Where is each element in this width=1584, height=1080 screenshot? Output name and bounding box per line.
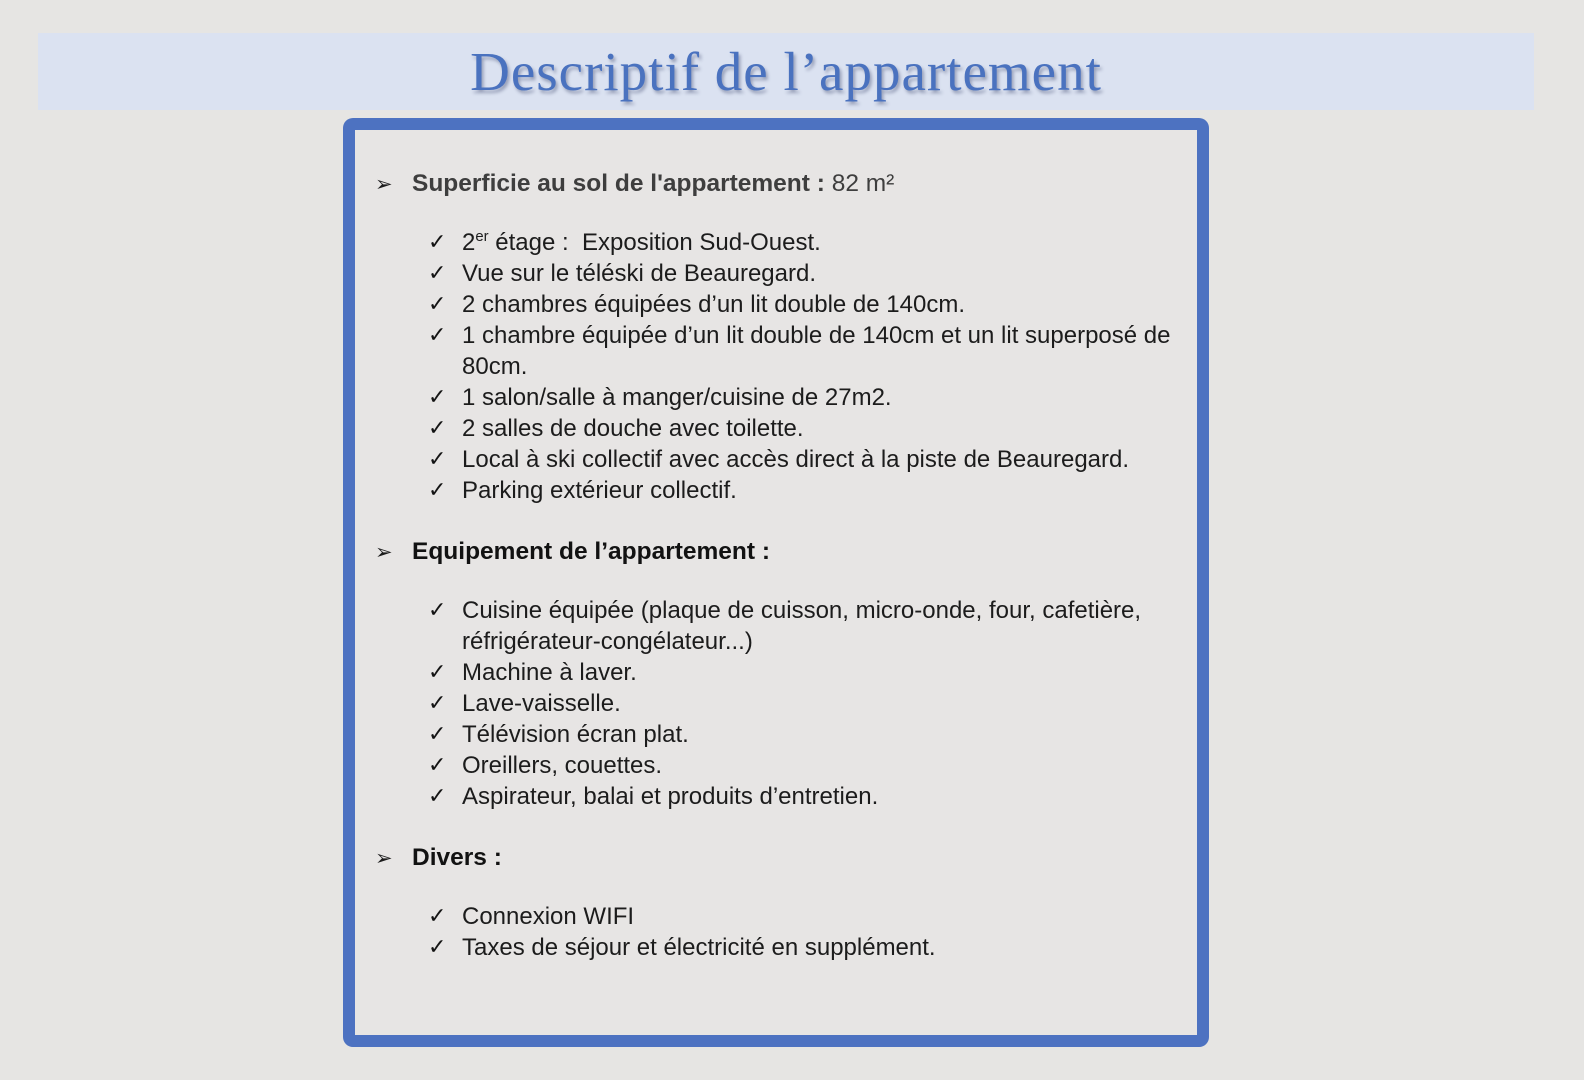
superficie-check-list [375, 227, 1177, 506]
list-item [428, 320, 1177, 382]
heading-value: 82 m² [831, 170, 895, 197]
item-text: Lave-vaisselle. [462, 690, 621, 717]
list-item [428, 595, 1177, 657]
checkmark-icon: ✓ [428, 447, 447, 472]
page-title: Descriptif de l’appartement [470, 41, 1102, 102]
item-text-base: 2 [462, 229, 476, 256]
checkmark-icon: ✓ [428, 935, 447, 960]
list-item [428, 932, 1177, 963]
checkmark-icon: ✓ [428, 722, 447, 747]
equipement-check-list [375, 595, 1177, 812]
section-heading-divers [375, 842, 1177, 874]
heading-bold-text: Superficie au sol de l'appartement : [412, 170, 832, 197]
checkmark-icon: ✓ [428, 598, 447, 623]
item-text: Machine à laver. [462, 659, 637, 686]
item-text: 1 chambre équipée d’un lit double de 140cm et un lit superposé de 80cm. [462, 322, 1178, 380]
item-text [462, 227, 821, 258]
checkmark-icon: ✓ [428, 660, 447, 685]
checkmark-icon: ✓ [428, 904, 447, 929]
list-item [428, 475, 1177, 506]
list-item [428, 289, 1177, 320]
divers-check-list [375, 901, 1177, 963]
checkmark-icon: ✓ [428, 416, 447, 441]
list-item [428, 719, 1177, 750]
list-item [428, 413, 1177, 444]
section-heading-text: Divers : [412, 844, 502, 871]
item-text: Taxes de séjour et électricité en supplément. [462, 934, 936, 961]
item-text: Local à ski collectif avec accès direct à la piste de Beauregard. [462, 446, 1130, 473]
list-item [428, 444, 1177, 475]
list-item [428, 258, 1177, 289]
title-banner [38, 33, 1534, 110]
item-text: 1 salon/salle à manger/cuisine de 27m2. [462, 384, 892, 411]
item-text: Télévision écran plat. [462, 721, 689, 748]
checkmark-icon: ✓ [428, 691, 447, 716]
item-text: 2 chambres équipées d’un lit double de 140cm. [462, 291, 965, 318]
item-text: Aspirateur, balai et produits d’entretien. [462, 783, 879, 810]
section-heading-text [412, 168, 894, 199]
item-text: Oreillers, couettes. [462, 752, 663, 779]
list-item [428, 657, 1177, 688]
list-item [428, 382, 1177, 413]
checkmark-icon: ✓ [428, 261, 447, 286]
checkmark-icon: ✓ [428, 323, 447, 348]
content-box [343, 118, 1209, 1047]
section-heading-superficie [375, 168, 1177, 200]
list-item [428, 781, 1177, 812]
arrow-bullet-icon: ➢ [375, 172, 393, 196]
arrow-bullet-icon: ➢ [375, 540, 393, 564]
checkmark-icon: ✓ [428, 385, 447, 410]
list-item [428, 901, 1177, 932]
list-item [428, 750, 1177, 781]
list-item [428, 227, 1177, 258]
section-heading-equipement [375, 536, 1177, 568]
checkmark-icon: ✓ [428, 784, 447, 809]
item-text-rest: étage : Exposition Sud-Ouest. [488, 229, 821, 256]
item-text: Vue sur le téléski de Beauregard. [462, 260, 816, 287]
item-text-superscript: er [475, 229, 489, 245]
item-text: Parking extérieur collectif. [462, 477, 737, 504]
section-heading-text: Equipement de l’appartement : [412, 538, 771, 565]
checkmark-icon: ✓ [428, 230, 447, 255]
arrow-bullet-icon: ➢ [375, 846, 393, 870]
item-text: Cuisine équipée (plaque de cuisson, micro-onde, four, cafetière, réfrigérateur-congélateur...) [462, 597, 1148, 655]
item-text: 2 salles de douche avec toilette. [462, 415, 804, 442]
checkmark-icon: ✓ [428, 753, 447, 778]
item-text: Connexion WIFI [462, 903, 635, 930]
checkmark-icon: ✓ [428, 478, 447, 503]
checkmark-icon: ✓ [428, 292, 447, 317]
list-item [428, 688, 1177, 719]
